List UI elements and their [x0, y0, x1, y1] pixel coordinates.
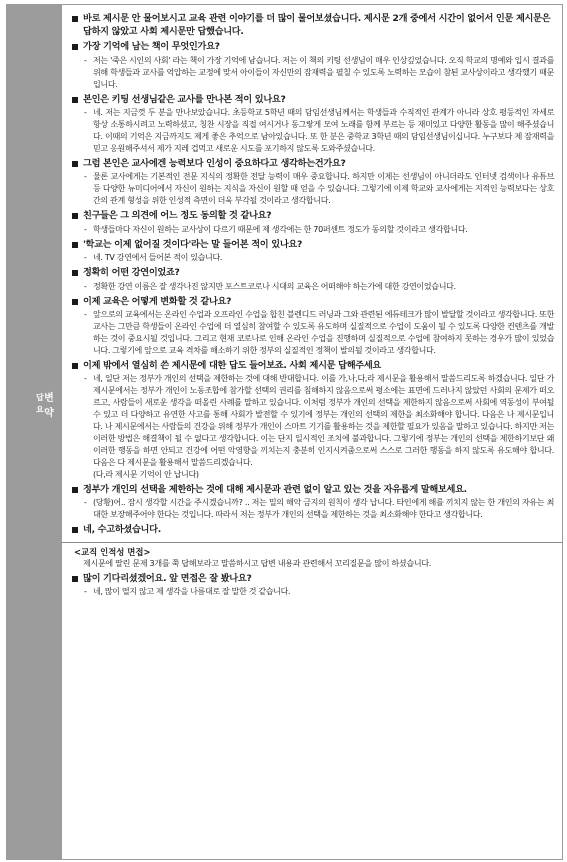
question-text: 가장 기억에 남는 책이 무엇인가요?	[83, 41, 220, 53]
square-bullet-icon	[72, 270, 78, 276]
question	[72, 239, 554, 252]
dash-bullet: -	[84, 55, 87, 65]
question	[72, 13, 554, 38]
question	[72, 296, 554, 309]
interview-content	[62, 5, 562, 859]
answer-text: 학생들마다 자신이 원하는 교사상이 다르기 때문에 제 생각에는 한 70퍼센트 정도가 동의할 것이라고 생각합니다.	[93, 224, 468, 234]
sidebar	[7, 5, 62, 859]
square-bullet-icon	[72, 576, 78, 582]
answer	[72, 252, 554, 264]
answer-text: 네, 일단 저는 정부가 개인의 선택을 제한하는 것에 대해 반대합니다. 이를 가,나,다,라 제시문을 활용해서 말씀드리도록 하겠습니다. 일단 가 제시문에서는 정부가 개인이 노동조합에 참가할 선택의 권리를 침해하지 않음으로써 평소에는 표면에 드러나지 않았던 사회의 문제가 떠오르고, 사람들이 새로운 생각을 떠올린 사례를 말하고 있습니다. 이처럼 정부가 개인의 선택을 제한하지 않음으로써 사회에 역동성이 부여될 수 있고 더 다양하고 유연한 사고를 통해 사회가 발전할 수 있기에 정부는 개인의 선택의 제한을 최소화해야 합니다. 다음은 나 제시문입니다. 나 제시문에서는 사람들의 건강을 위해 정부가 개인이 스마트 기기를 활용하는 것을 제한할 필요가 있음을 말하고 있습니다. 하지만 저는 이러한 방법은 해결책이 될 수 없다고 생각합니다. 이는 단지 일시적인 조치에 불과합니다. 그렇기에 정부는 개인의 선택을 제한하기보단 왜 이러한 행동을 하면 안되고 건강에 어떤 악영향을 끼치는지 충분히 인지시켜줌으로써 스스로 그러한 행동을 하지 않도록 유도해야 합니다. 다음은 다 제시문을 활용해서 말씀드리겠습니다.	[93, 374, 554, 467]
question	[72, 94, 554, 107]
answer	[72, 586, 554, 598]
question	[72, 360, 554, 373]
answer-text: 정확한 강연 이름은 잘 생각나진 않지만 포스트코로나 시대의 교육은 어떠해야 하는가에 대한 강연이었습니다.	[93, 281, 456, 291]
square-bullet-icon	[72, 44, 78, 50]
square-bullet-icon	[72, 487, 78, 493]
dash-bullet: -	[84, 253, 87, 263]
answer	[72, 281, 554, 293]
dash-bullet: -	[84, 587, 87, 597]
answer	[72, 171, 554, 207]
question-text: 정부가 개인의 선택을 제한하는 것에 대해 제시문과 관련 없이 알고 있는 것을 자유롭게 말해보세요.	[83, 483, 467, 495]
square-bullet-icon	[72, 97, 78, 103]
dash-bullet: -	[84, 310, 87, 320]
question	[72, 210, 554, 223]
square-bullet-icon	[72, 363, 78, 369]
answer	[72, 497, 554, 521]
question-text: 네, 수고하셨습니다.	[83, 523, 161, 535]
section-intro: 제시문에 딸린 문제 3개를 쭉 답해보라고 말씀하시고 답변 내용과 관련해서 꼬리질문을 많이 하셨습니다.	[83, 558, 432, 568]
question-text: 그럼 본인은 교사에겐 능력보다 인성이 중요하다고 생각하는건가요?	[83, 157, 346, 169]
question-text: 이제 밖에서 열심히 쓴 제시문에 대한 답도 들어보죠. 사회 제시문 답해주세요	[83, 359, 382, 371]
answer-text: 네. 저는 지금껏 두 분을 만나보았습니다. 초등학교 5학년 때의 담임선생님께서는 학생들과 수직적인 관계가 아니라 상호 평등적인 자세로 항상 소통하시려고 노력하셨고, 칭찬 시장을 직접 여시거나 동그랗게 모여 노래를 함께 부르는 등 재미있고 다양한 활동을 많이 해주셨습니다. 이때의 기억은 지금까지도 제게 좋은 추억으로 남아있습니다. 또 한 분은 중학교 3학년 때의 담임선생님이십니다. 누구보다 제 잠재력을 믿고 응원해주셔서 제가 지레 겁먹고 새로운 시도를 포기하지 않도록 도와주셨습니다.	[93, 108, 554, 153]
question-text: 본인은 키팅 선생님같은 교사를 만나본 적이 있나요?	[83, 93, 286, 105]
question	[72, 158, 554, 171]
answer-text: (당황)어.. 잠시 생각할 시간을 주시겠습니까? .. 저는 밀의 해악 금지의 원칙이 생각 납니다. 타인에게 해를 끼치지 않는 한 개인의 자유는 최대한 보장해주어야 한다는 것입니다. 따라서 저는 정부가 개인의 선택을 제한하는 것을 최소화해야 한다고 생각합니다.	[93, 498, 554, 519]
question	[72, 484, 554, 497]
dash-bullet: -	[84, 281, 87, 291]
question-text: 친구들은 그 의견에 어느 정도 동의할 것 같나요?	[83, 210, 272, 222]
question	[72, 573, 554, 586]
answer	[72, 55, 554, 91]
answer	[72, 373, 554, 468]
answer	[72, 309, 554, 357]
square-bullet-icon	[72, 299, 78, 305]
question-text: 많이 기다리셨겠어요. 앞 면접은 잘 봤나요?	[83, 572, 252, 584]
answer	[72, 107, 554, 155]
sidebar-label-summary	[43, 391, 55, 421]
square-bullet-icon	[72, 213, 78, 219]
answer-text: 네, 많이 떨지 않고 제 생각을 나름대로 잘 말한 것 같습니다.	[93, 587, 291, 597]
square-bullet-icon	[72, 242, 78, 248]
sidebar-label-summary-text: 변약	[44, 393, 54, 419]
answer-note: (다,라 제시문 기억이 안 납니다)	[93, 469, 199, 479]
question	[72, 267, 554, 280]
square-bullet-icon	[72, 527, 78, 533]
answer-text: 앞으로의 교육에서는 온라인 수업과 오프라인 수업을 합친 블렌디드 러닝과 그와 관련된 에듀테크가 많이 발달할 것이라고 생각합니다. 또한 교사는 그만큼 학생들이 온라인 수업에 더 열심히 참여할 수 있도록 유도하며 실질적으로 수업이 도움이 될 수 있도록 다양한 컨텐츠를 개발하는 것이 중요시될 것입니다. 그리고 현재 코로나로 인해 온라인 수업을 진행하며 실질적으로 수업에 참여하지 못하는 경우가 많이 있었습니다. 그렇기에 앞으로 교육 격차를 해소하기 위한 정부의 실질적인 정책이 발의될 것이라고 생각합니다.	[93, 310, 554, 355]
answer-text: 네. TV 강연에서 들어본 적이 있습니다.	[93, 253, 223, 263]
square-bullet-icon	[72, 161, 78, 167]
answer	[72, 224, 554, 236]
square-bullet-icon	[72, 16, 78, 22]
question	[72, 524, 554, 537]
question-text: '학교는 이제 없어질 것이다'라는 말 들어본 적이 있나요?	[83, 238, 302, 250]
question	[72, 41, 554, 54]
answer-text: 물론 교사에게는 기본적인 전문 지식의 정확한 전달 능력이 매우 중요합니다. 하지만 이제는 선생님이 아니더라도 인터넷 검색이나 유튜브 등 다양한 뉴미디어에서 자신이 원하는 지식을 자신이 원할 때 얻을 수 있습니다. 그렇기에 이제 학교와 교사에게는 지적인 능력보다는 상호 간의 관계 형성을 위한 인성적 측면이 더욱 부각될 것이라고 생각합니다.	[93, 172, 554, 206]
dash-bullet: -	[84, 108, 87, 118]
sidebar-label-answer-text: 답요	[36, 393, 44, 414]
question-text: 이제 교육은 어떻게 변화할 것 같나요?	[83, 295, 232, 307]
question-text: 정확히 어떤 강연이었죠?	[83, 267, 180, 279]
dash-bullet: -	[84, 498, 87, 508]
section-divider	[62, 542, 562, 543]
dash-bullet: -	[84, 224, 87, 234]
section-heading: <교직 인적성 면접>	[74, 546, 151, 557]
dash-bullet: -	[84, 172, 87, 182]
answer-text: 저는 '죽은 시인의 사회' 라는 책이 가장 기억에 남습니다. 저는 이 책의 키팅 선생님이 매우 인상깊었습니다. 오직 학교의 명예와 입시 결과를 위해 학생들과 교사를 억압하는 교정에 맞서 아이들이 자신만의 잠재력을 펼칠 수 있도록 노력하는 모습이 참된 교사상이라고 생각했기 때문입니다.	[93, 55, 554, 89]
dash-bullet: -	[84, 374, 87, 384]
page-frame	[6, 4, 563, 860]
question-text: 바로 제시문 안 물어보시고 교육 관련 이야기를 더 많이 물어보셨습니다. 제시문 2개 중에서 시간이 없어서 인문 제시문은 답하지 않았고 사회 제시문만 답했습니다.	[83, 13, 551, 37]
